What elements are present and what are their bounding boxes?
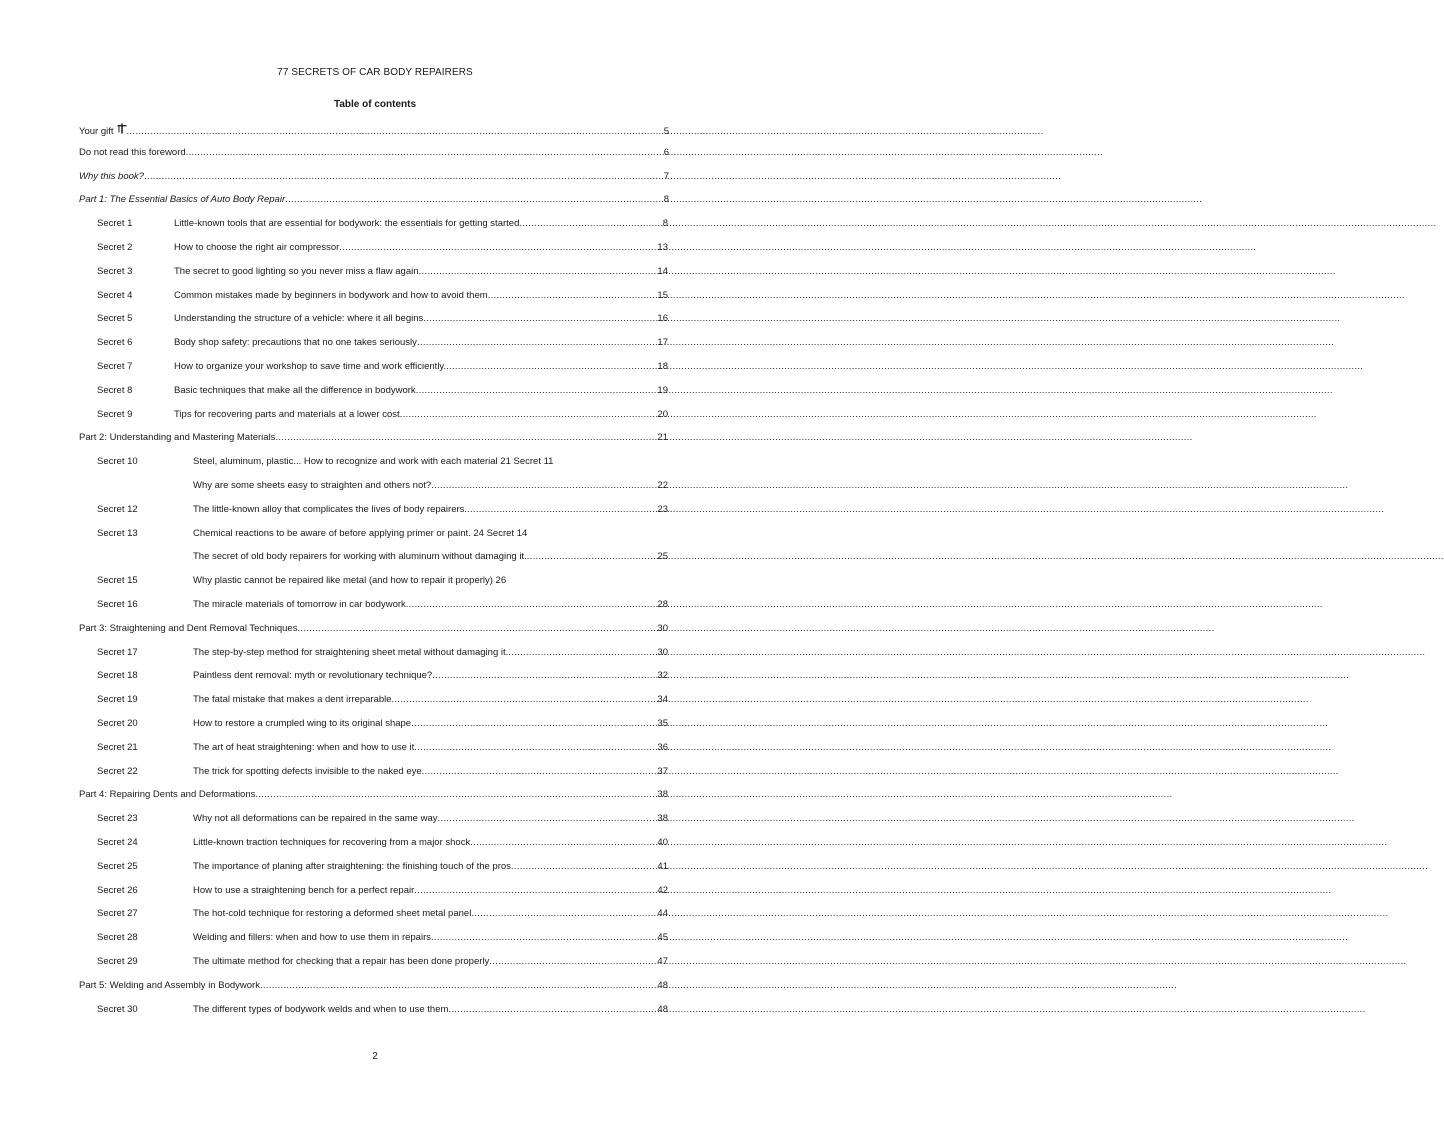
toc-secret-number: Secret 15	[97, 575, 138, 587]
toc-page-number: 42	[657, 884, 668, 896]
dot-leader	[470, 837, 657, 849]
toc-page-number: 25	[657, 551, 668, 563]
toc-page-number: 19	[657, 384, 668, 396]
toc-page-number: 38	[657, 789, 668, 801]
toc-secret-entry[interactable]	[97, 956, 668, 968]
dot-leader	[527, 551, 658, 563]
dot-leader	[392, 694, 658, 706]
toc-page-number: 15	[657, 289, 668, 301]
toc-page-number: 8	[662, 218, 668, 230]
toc-entry-title: Common mistakes made by beginners in bodywork and how to avoid them	[174, 289, 488, 301]
toc-entry-title: Welding and fillers: when and how to use them in repairs	[193, 932, 431, 944]
dot-leader	[471, 908, 657, 920]
toc-secret-number: Secret 4	[97, 289, 133, 301]
toc-secret-entry[interactable]	[97, 861, 668, 873]
toc-entry-title: Part 5: Welding and Assembly in Bodywork	[79, 979, 260, 991]
toc-entry-title: Why plastic cannot be repaired like metal (and how to repair it properly) 26	[193, 575, 507, 587]
toc-entry-title: The secret to good lighting so you never miss a flaw again	[174, 265, 419, 277]
toc-secret-entry[interactable]	[97, 409, 668, 421]
toc-entry-title: Part 2: Understanding and Mastering Materials	[79, 432, 276, 444]
toc-page-number: 13	[657, 242, 668, 253]
toc-part-entry[interactable]	[79, 432, 668, 444]
toc-secret-number: Secret 22	[97, 765, 138, 777]
toc-secret-entry[interactable]	[97, 313, 668, 325]
toc-part-entry[interactable]	[79, 123, 669, 138]
toc-secret-number: Secret 27	[97, 908, 138, 920]
toc-secret-number: Secret 12	[97, 503, 138, 515]
toc-secret-entry[interactable]	[97, 885, 668, 897]
dot-leader	[260, 980, 657, 992]
toc-entry-title: The ultimate method for checking that a repair has been done properly	[193, 956, 490, 967]
toc-secret-entry[interactable]	[97, 266, 668, 278]
dot-leader	[423, 313, 657, 325]
toc-entry-title: Part 3: Straightening and Dent Removal Techniques	[79, 622, 298, 634]
toc-part-entry[interactable]	[79, 789, 668, 801]
toc-secret-entry[interactable]	[97, 813, 668, 825]
toc-secret-number: Secret 21	[97, 741, 138, 753]
dot-leader	[417, 337, 657, 349]
dot-leader	[297, 623, 657, 635]
toc-page-number: 40	[657, 837, 668, 848]
dot-leader	[488, 290, 658, 302]
dot-leader	[432, 670, 657, 682]
toc-entry-title: Why are some sheets easy to straighten and others not?	[193, 480, 432, 491]
dot-leader	[285, 194, 664, 206]
toc-secret-entry[interactable]	[97, 599, 668, 611]
dot-leader	[431, 480, 657, 492]
toc-heading: Table of contents	[333, 99, 417, 110]
toc-entry-title: Part 4: Repairing Dents and Deformations	[79, 789, 256, 801]
toc-secret-number: Secret 5	[97, 313, 133, 325]
toc-secret-number: Secret 24	[97, 837, 138, 848]
toc-secret-entry[interactable]	[97, 575, 668, 587]
toc-entry-title: The trick for spotting defects invisible to the naked eye	[193, 765, 422, 777]
toc-page-number: 32	[657, 670, 668, 682]
dot-leader	[406, 599, 658, 611]
toc-entry-title: Part 1: The Essential Basics of Auto Body Repair	[79, 194, 286, 206]
toc-secret-number: Secret 28	[97, 932, 138, 944]
toc-secret-entry[interactable]	[97, 218, 668, 230]
toc-part-entry[interactable]	[79, 980, 668, 992]
toc-secret-entry[interactable]	[193, 480, 668, 492]
toc-entry-title: The fatal mistake that makes a dent irreparable	[193, 694, 392, 706]
toc-page-number: 21	[657, 432, 668, 444]
toc-secret-entry[interactable]	[97, 242, 668, 254]
toc-page-number: 20	[657, 408, 668, 420]
dot-leader	[489, 956, 657, 968]
toc-secret-entry[interactable]	[97, 385, 668, 397]
page-number: 2	[372, 1051, 378, 1062]
toc-secret-number: Secret 2	[97, 242, 133, 253]
toc-secret-number: Secret 3	[97, 265, 133, 277]
toc-page-number: 30	[657, 646, 668, 658]
document-title: 77 SECRETS OF CAR BODY REPAIRERS	[277, 67, 473, 78]
toc-entry-title: Basic techniques that make all the difference in bodywork	[174, 384, 416, 396]
toc-page-number: 17	[657, 337, 668, 349]
toc-secret-entry[interactable]	[97, 694, 668, 706]
toc-secret-entry[interactable]	[97, 908, 668, 920]
toc-entry-title: The step-by-step method for straightening sheet metal without damaging it.	[193, 646, 509, 658]
dot-leader	[411, 718, 657, 730]
toc-entry-title: Why this book?	[79, 170, 144, 182]
toc-entry-title: The secret of old body repairers for working with aluminum without damaging it.	[193, 551, 527, 563]
toc-page-number: 34	[657, 694, 668, 706]
toc-entry-title: The art of heat straightening: when and how to use it	[193, 741, 415, 753]
toc-secret-number: Secret 18	[97, 670, 138, 682]
toc-page-number: 41	[657, 860, 668, 872]
toc-part-entry[interactable]	[79, 194, 669, 206]
toc-secret-entry[interactable]	[97, 718, 668, 730]
toc-page-number: 6	[663, 146, 669, 158]
toc-entry-title: The miracle materials of tomorrow in car bodywork	[193, 599, 406, 610]
toc-page-number: 35	[657, 718, 668, 729]
toc-entry-title: Why not all deformations can be repaired in the same way	[193, 813, 438, 825]
dot-leader	[414, 885, 657, 897]
toc-secret-number: Secret 13	[97, 527, 138, 539]
dot-leader	[438, 813, 658, 825]
toc-secret-number: Secret 23	[97, 813, 138, 825]
toc-entry-title: Paintless dent removal: myth or revolutionary technique?	[193, 670, 433, 682]
toc-page-number: 22	[657, 480, 668, 491]
toc-entry-title: How to organize your workshop to save time and work efficiently.	[174, 361, 447, 372]
toc-entry-title: The little-known alloy that complicates the lives of body repairers.	[193, 503, 468, 515]
toc-part-entry[interactable]	[79, 147, 669, 159]
toc-secret-number: Secret 16	[97, 599, 138, 610]
toc-page-number: 38	[657, 813, 668, 825]
toc-entry-title: Chemical reactions to be aware of before applying primer or paint. 24 Secret 14	[193, 527, 528, 539]
toc-part-entry[interactable]	[79, 623, 668, 635]
dot-leader	[255, 789, 657, 801]
toc-secret-entry[interactable]	[97, 742, 668, 754]
toc-entry-title: Little-known tools that are essential for bodywork: the essentials for getting started	[174, 218, 520, 230]
toc-entry-title: Steel, aluminum, plastic... How to recognize and work with each material 21 Secret 11	[193, 456, 554, 468]
toc-entry-title: Body shop safety: precautions that no one takes seriously	[174, 337, 417, 349]
gift-icon	[117, 123, 127, 134]
toc-entry-title: Tips for recovering parts and materials at a lower cost	[174, 408, 400, 420]
toc-secret-number: Secret 20	[97, 718, 138, 729]
toc-secret-number: Secret 1	[97, 218, 133, 230]
toc-entry-title: The different types of bodywork welds and when to use them	[193, 1003, 449, 1015]
toc-page-number: 44	[657, 908, 668, 920]
toc-secret-number: Secret 25	[97, 860, 138, 872]
toc-page-number: 48	[657, 979, 668, 991]
toc-secret-number: Secret 10	[97, 456, 138, 468]
dot-leader	[422, 766, 658, 778]
toc-page-number: 36	[657, 741, 668, 753]
toc-page-number: 45	[657, 932, 668, 944]
toc-page-number: 8	[663, 194, 669, 206]
toc-secret-entry[interactable]	[97, 1004, 668, 1016]
toc-secret-entry[interactable]	[97, 290, 668, 302]
toc-page-number: 5	[663, 126, 669, 137]
toc-entry-title: How to use a straightening bench for a perfect repair	[193, 884, 415, 896]
toc-secret-entry[interactable]	[97, 361, 668, 373]
toc-page-number: 18	[657, 361, 668, 372]
toc-entry-title: The hot-cold technique for restoring a deformed sheet metal panel	[193, 908, 472, 920]
dot-leader	[448, 1004, 657, 1016]
toc-secret-number: Secret 19	[97, 694, 138, 706]
toc-secret-number: Secret 8	[97, 384, 133, 396]
toc-secret-entry[interactable]	[97, 647, 668, 659]
toc-page-number: 7	[663, 170, 669, 182]
toc-secret-entry[interactable]	[97, 456, 668, 468]
toc-page-number: 14	[657, 265, 668, 277]
toc-secret-entry[interactable]	[97, 337, 668, 349]
toc-entry-title: Understanding the structure of a vehicle: where it all begins	[174, 313, 424, 325]
dot-leader	[416, 385, 658, 397]
dot-leader	[431, 932, 657, 944]
toc-secret-number: Secret 6	[97, 337, 133, 349]
toc-secret-number: Secret 9	[97, 408, 133, 420]
dot-leader	[186, 147, 664, 159]
dot-leader	[127, 126, 664, 138]
toc-page-number: 28	[657, 599, 668, 610]
toc-secret-entry[interactable]	[97, 766, 668, 778]
dot-leader	[519, 218, 662, 230]
dot-leader	[339, 242, 657, 254]
toc-entry-title: Little-known traction techniques for recovering from a major shock	[193, 837, 471, 848]
dot-leader	[508, 647, 657, 659]
dot-leader	[511, 861, 658, 873]
toc-entry-title: How to choose the right air compressor	[174, 242, 340, 253]
dot-leader	[414, 742, 657, 754]
toc-entry-title: How to restore a crumpled wing to its original shape	[193, 718, 412, 729]
toc-secret-number: Secret 30	[97, 1003, 138, 1015]
toc-secret-entry[interactable]	[193, 551, 668, 563]
toc-secret-entry[interactable]	[97, 670, 668, 682]
toc-page-number: 23	[657, 503, 668, 515]
toc-secret-entry[interactable]	[97, 504, 668, 516]
dot-leader	[275, 432, 657, 444]
toc-secret-number: Secret 29	[97, 956, 138, 967]
toc-page-number: 16	[657, 313, 668, 325]
toc-page-number: 47	[657, 956, 668, 967]
toc-secret-entry[interactable]	[97, 837, 668, 849]
toc-entry-title: The importance of planing after straightening: the finishing touch of the pros	[193, 860, 511, 872]
dot-leader	[144, 171, 664, 183]
toc-part-entry[interactable]	[79, 171, 669, 183]
toc-page-number: 48	[657, 1003, 668, 1015]
toc-entry-title: Your gift	[79, 126, 114, 137]
toc-secret-number: Secret 7	[97, 361, 133, 372]
dot-leader	[446, 361, 657, 373]
toc-secret-number: Secret 26	[97, 884, 138, 896]
toc-page-number: 30	[657, 622, 668, 634]
dot-leader	[467, 504, 657, 516]
toc-secret-number: Secret 17	[97, 646, 138, 658]
toc-page-number: 37	[657, 765, 668, 777]
toc-entry-title: Do not read this foreword	[79, 146, 186, 158]
dot-leader	[419, 266, 658, 278]
toc-secret-entry[interactable]	[97, 932, 668, 944]
dot-leader	[400, 409, 658, 421]
toc-secret-entry[interactable]	[97, 528, 668, 540]
